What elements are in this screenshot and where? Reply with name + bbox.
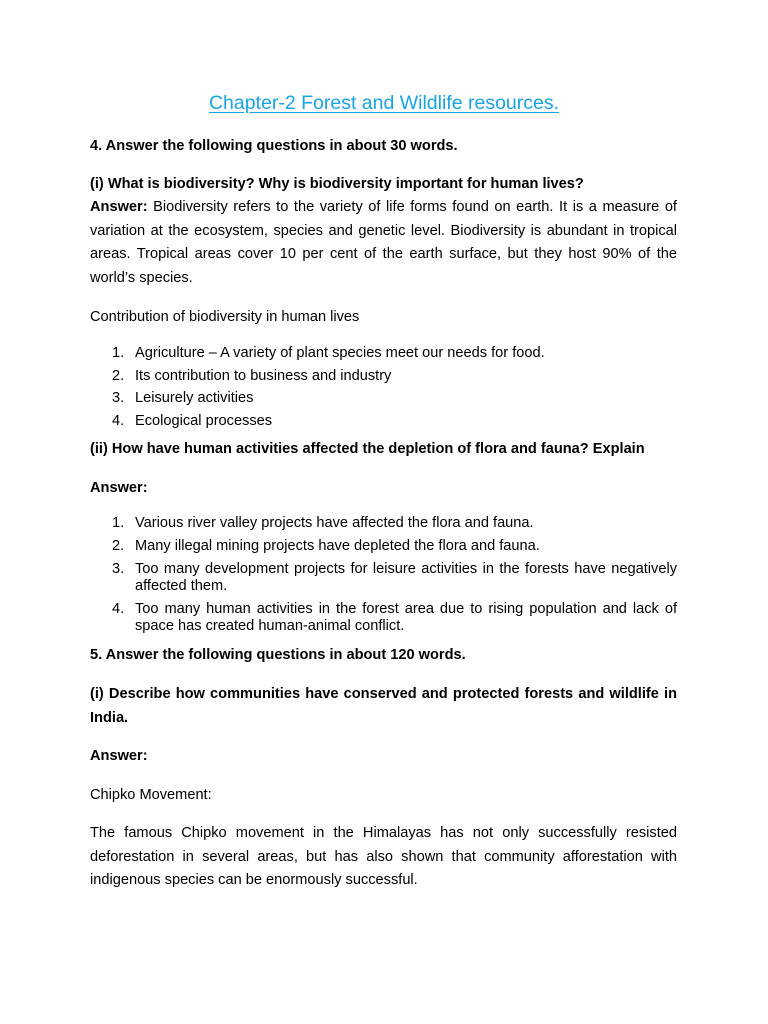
list-text: Leisurely activities: [135, 390, 254, 406]
answer-5-i-label: Answer:: [90, 748, 148, 764]
list-number: 1.: [112, 345, 125, 361]
question-4-heading: 4. Answer the following questions in about 30 words.: [90, 138, 458, 154]
list-item: [90, 561, 677, 595]
list-number: 1.: [112, 515, 125, 531]
list-number: 4.: [112, 412, 125, 429]
list-item: [90, 387, 677, 410]
question-5-i: (i) Describe how communities have conserved and protected forests and wildlife in India.: [90, 686, 677, 726]
list-item: [90, 601, 677, 635]
chipko-paragraph: The famous Chipko movement in the Himalayas has not only successfully resisted deforestation in several areas, but has also shown that community afforestation with indigenous species can be enormously successful.: [90, 825, 677, 888]
list-text: Its contribution to business and industry: [135, 367, 392, 384]
chapter-title: Chapter-2 Forest and Wildlife resources.: [208, 92, 560, 114]
answer-4-i: [90, 196, 677, 290]
answer-4-ii-label: Answer:: [90, 480, 148, 496]
list-text: Too many development projects for leisure activities in the forests have negatively affected them.: [135, 561, 677, 594]
list-item: [90, 410, 677, 433]
list-number: 3.: [112, 390, 125, 406]
question-4-ii: (ii) How have human activities affected the depletion of flora and fauna? Explain: [90, 441, 645, 457]
list-number: 3.: [112, 561, 125, 577]
answer-label: Answer:: [90, 199, 148, 215]
list-item: [90, 342, 677, 365]
contribution-list: [90, 342, 677, 432]
list-number: 2.: [112, 538, 125, 554]
chipko-heading: Chipko Movement:: [90, 787, 212, 803]
list-item: [90, 515, 677, 532]
list-item: [90, 538, 677, 555]
answer-text: Biodiversity refers to the variety of life forms found on earth. It is a measure of variation at the ecosystem, species and genetic level. Biodiversity is abundant in tropical areas. Tropical areas cover 10 per cent of the earth surface, but they host 90% of the world’s species.: [90, 199, 677, 286]
list-number: 2.: [112, 367, 125, 384]
question-5-heading: 5. Answer the following questions in about 120 words.: [90, 647, 466, 663]
list-text: Many illegal mining projects have depleted the flora and fauna.: [135, 538, 540, 554]
list-text: Too many human activities in the forest area due to rising population and lack of space has created human-animal conflict.: [135, 601, 677, 634]
list-text: Ecological processes: [135, 412, 273, 429]
depletion-list: [90, 515, 677, 641]
list-text: Various river valley projects have affected the flora and fauna.: [135, 515, 534, 531]
list-text: Agriculture – A variety of plant species meet our needs for food.: [135, 345, 545, 361]
question-4-i: (i) What is biodiversity? Why is biodiversity important for human lives?: [90, 176, 584, 192]
list-item: [90, 365, 677, 388]
list-number: 4.: [112, 601, 125, 617]
contribution-heading: Contribution of biodiversity in human lives: [90, 309, 360, 325]
